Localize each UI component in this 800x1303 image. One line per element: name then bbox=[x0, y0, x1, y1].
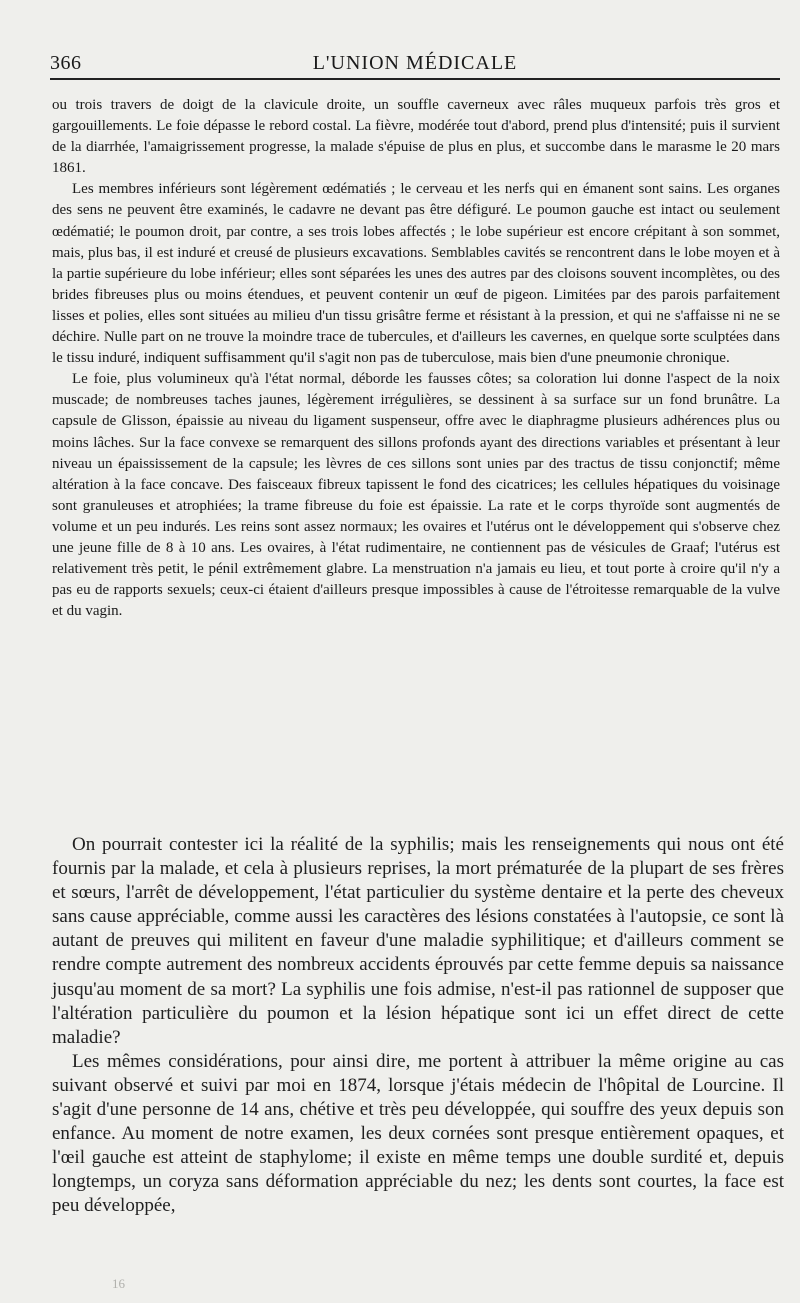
paragraph: On pourrait contester ici la réalité de la syphilis; mais les renseignements qui nous ont été fournis par la malade, et cela à plusieurs reprises, la mort prématurée de la plupart de ses frères et sœurs, l'arrêt de développement, l'état particulier du système dentaire et la perte des cheveux sans cause appréciable, comme aussi les caractères des lésions constatées à l'autopsie, ce sont là autant de preuves qui militent en faveur d'une maladie syphilitique; et d'ailleurs comment se rendre compte autrement des nombreux accidents éprouvés par cette femme depuis sa naissance jusqu'au moment de sa mort? La syphilis une fois admise, n'est-il pas rationnel de supposer que l'altération particulière du poumon et la lésion hépatique sont ici un effet direct de cette maladie? bbox=[52, 834, 784, 1048]
paragraph: Le foie, plus volumineux qu'à l'état normal, déborde les fausses côtes; sa coloration lui donne l'aspect de la noix muscade; de nombreuses taches jaunes, légèrement irrégulières, se dessinent à sa surface sur un fond brunâtre. La capsule de Glisson, épaissie au niveau du ligament suspenseur, offre avec le diaphragme plusieurs adhérences plus ou moins lâches. Sur la face convexe se remarquent des sillons profonds ayant des directions variables et présentant à leur niveau un épaississement de la capsule; les lèvres de ces sillons sont unies par des tractus de tissu conjonctif; même altération à la face concave. Des faisceaux fibreux tapissent le fond des cicatrices; les cellules hépatiques du voisinage sont granuleuses et atrophiées; la trame fibreuse du foie est épaissie. La rate et le corps thyroïde sont augmentés de volume et un peu indurés. Les reins sont assez normaux; les ovaires et l'utérus ont le développement qui s'observe chez une jeune fille de 8 à 10 ans. Les ovaires, à l'état rudimentaire, ne contiennent pas de vésicules de Graaf; l'utérus est relativement très petit, le pénil extrêmement glabre. La menstruation n'a jamais eu lieu, et tout porte à croire qu'il n'y a pas eu de rapports sexuels; ceux-ci étaient d'ailleurs presque impossibles à cause de l'étroitesse remarquable de la vulve et du vagin. bbox=[52, 371, 780, 620]
small-print-section bbox=[52, 95, 780, 622]
paragraph: Les membres inférieurs sont légèrement œdématiés ; le cerveau et les nerfs qui en émanent sont sains. Les organes des sens ne peuvent être examinés, le cadavre ne devant pas être défiguré. Le poumon gauche est intact ou seulement œdématié; le poumon droit, par contre, a ses trois lobes affectés ; le lobe supérieur est encore crépitant à son sommet, mais, plus bas, il est induré et creusé de plusieurs excavations. Semblables cavités se rencontrent dans le lobe moyen et à la partie supérieure du lobe inférieur; elles sont séparées les unes des autres par des cloisons souvent incomplètes, ou des brides fibreuses plus ou moins étendues, et peuvent contenir un œuf de pigeon. Limitées par des parois parfaitement lisses et polies, elles sont situées au milieu d'un tissu grisâtre ferme et résistant à la pression, et qui ne s'affaisse ni ne se déchire. Nulle part on ne trouve la moindre trace de tubercules, et d'ailleurs les cavernes, en quelque sorte sculptées dans le tissu induré, indiquent suffisamment qu'il s'agit non pas de tuberculose, mais bien d'une pneumonie chronique. bbox=[52, 181, 780, 367]
page-header bbox=[50, 48, 780, 80]
paragraph: ou trois travers de doigt de la clavicule droite, un souffle caverneux avec râles muqueux parfois très gros et gargouillements. Le foie dépasse le rebord costal. La fièvre, modérée tout d'abord, prend plus d'intensité; puis il survient de la diarrhée, l'amaigrissement progresse, la malade s'épuise de plus en plus, et succombe dans le marasme le 20 mars 1861. bbox=[52, 97, 780, 177]
running-title: L'UNION MÉDICALE bbox=[312, 52, 518, 74]
page-number: 366 bbox=[50, 52, 82, 74]
signature-mark: 16 bbox=[112, 1276, 125, 1291]
paragraph: Les mêmes considérations, pour ainsi dire, me portent à attribuer la même origine au cas suivant observé et suivi par moi en 1874, lorsque j'étais médecin de l'hôpital de Lourcine. Il s'agit d'une personne de 14 ans, chétive et très peu développée, qui souffre des yeux depuis son enfance. Au moment de notre examen, les deux cornées sont presque entièrement opaques, et l'œil gauche est atteint de staphylome; il existe en même temps une double surdité et, depuis longtemps, un coryza sans déformation appréciable du nez; les dents sont courtes, la face est peu développée, bbox=[52, 1050, 784, 1217]
large-print-section bbox=[52, 833, 784, 1219]
